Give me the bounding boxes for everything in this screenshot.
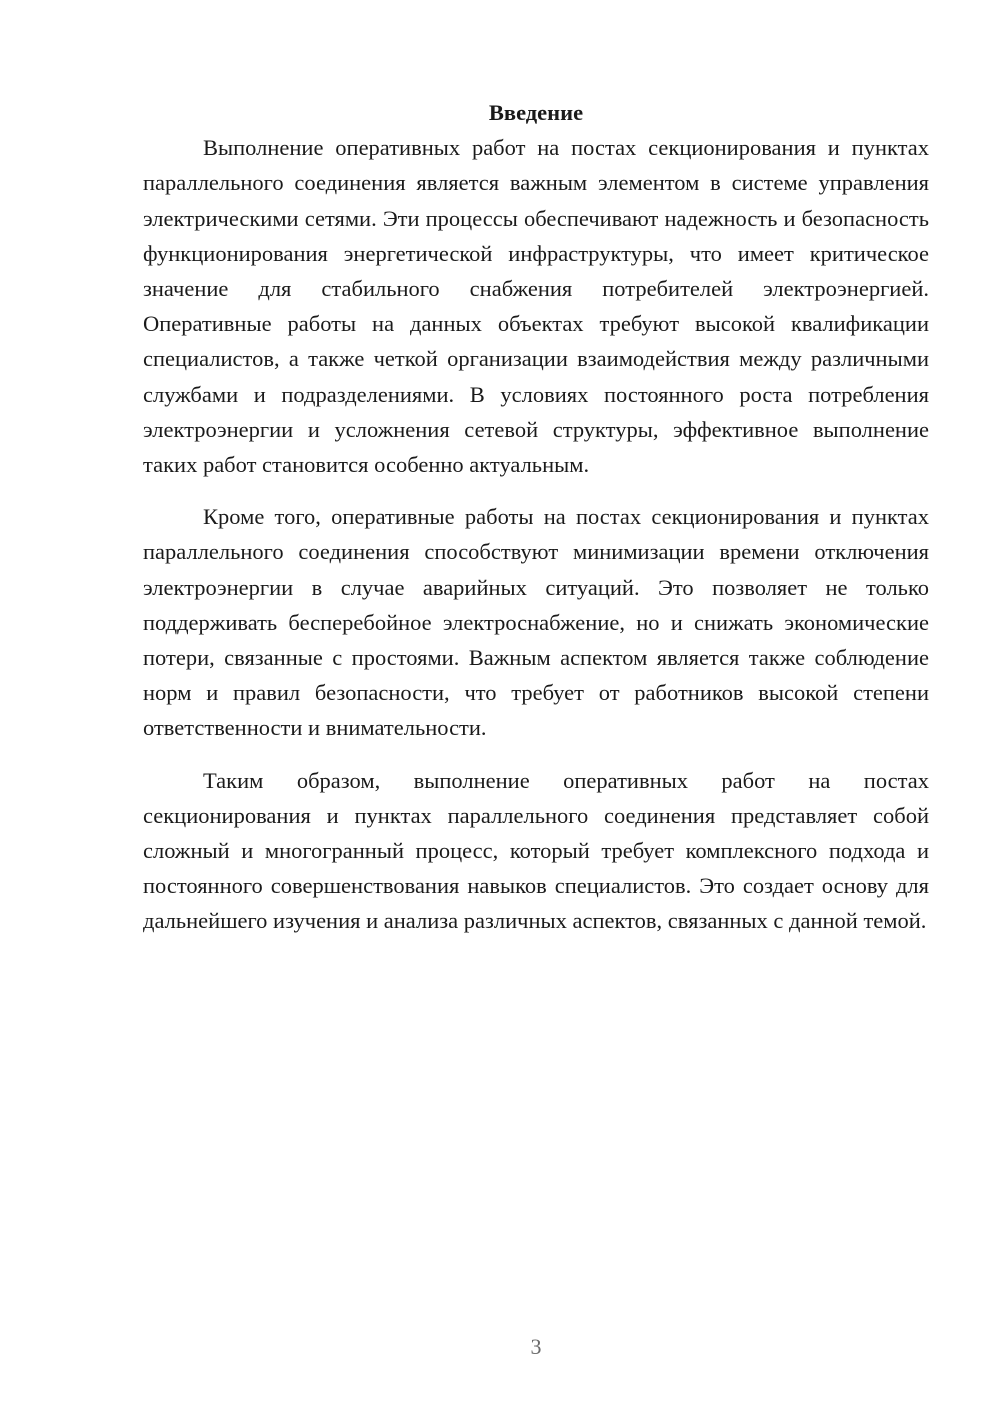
- page-content: [143, 95, 929, 939]
- paragraph-3: Таким образом, выполнение оперативных работ на постах секционирования и пунктах параллельного соединения представляет собой сложный и многогранный процесс, который требует комплексного подхода и постоянного совершенствования навыков специалистов. Это создает основу для дальнейшего изучения и анализа различных аспектов, связанных с данной темой.: [143, 767, 929, 934]
- paragraph-2: Кроме того, оперативные работы на постах секционирования и пунктах параллельного соединения способствуют минимизации времени отключения электроэнергии в случае аварийных ситуаций. Это позволяет не только поддерживать бесперебойное электроснабжение, но и снижать экономические потери, связанные с простоями. Важным аспектом является также соблюдение норм и правил безопасности, что требует от работников высокой степени ответственности и внимательности.: [143, 504, 929, 741]
- page-number: 3: [530, 1334, 542, 1359]
- section-title: Введение: [488, 100, 584, 125]
- paragraph-1: Выполнение оперативных работ на постах секционирования и пунктах параллельного соединения является важным элементом в системе управления электрическими сетями. Эти процессы обеспечивают надежность и безопасность функционирования энергетической инфраструктуры, что имеет критическое значение для стабильного снабжения потребителей электроэнергией. Оперативные работы на данных объектах требуют высокой квалификации специалистов, а также четкой организации взаимодействия между различными службами и подразделениями. В условиях постоянного роста потребления электроэнергии и усложнения сетевой структуры, эффективное выполнение таких работ становится особенно актуальным.: [143, 135, 929, 478]
